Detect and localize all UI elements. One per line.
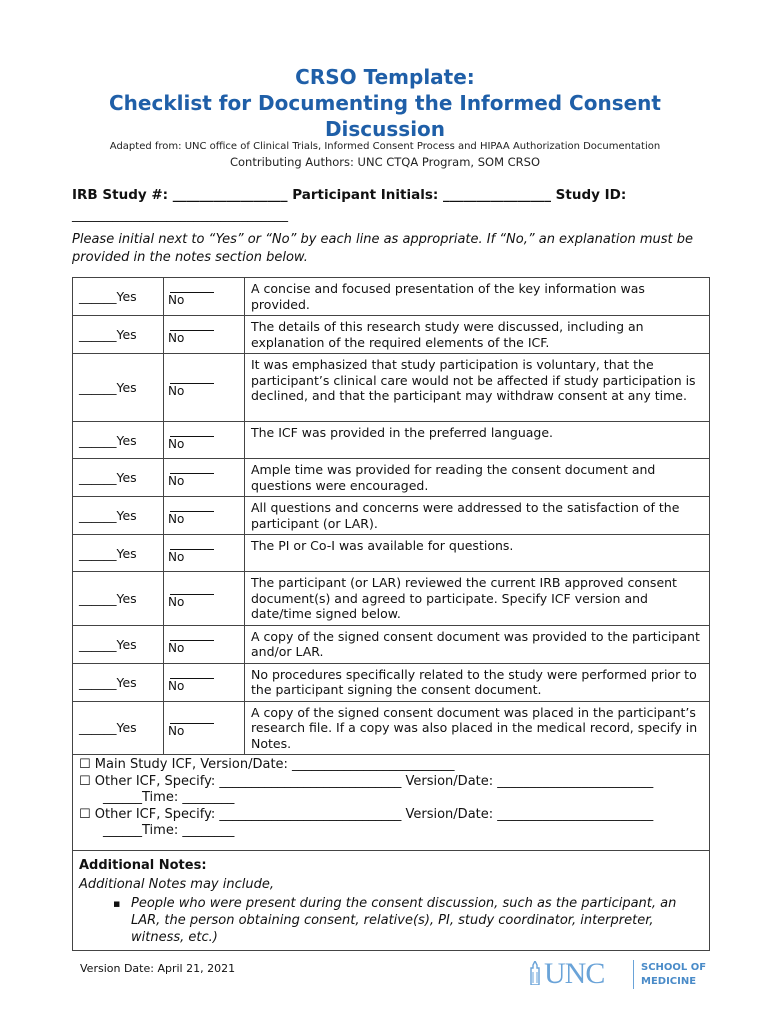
no-blank-line xyxy=(170,467,214,474)
yes-initial-field[interactable] xyxy=(73,459,164,497)
no-initial-field[interactable] xyxy=(164,625,245,663)
other-icf-label-1: Other ICF, Specify: ____________________________ Version/Date: ________________________ xyxy=(94,773,654,789)
checklist-item-text: The ICF was provided in the preferred language. xyxy=(245,422,710,459)
yes-label: ______Yes xyxy=(79,470,137,485)
no-label: No xyxy=(168,293,185,307)
main-icf-line[interactable] xyxy=(79,757,703,774)
no-initial-field[interactable] xyxy=(164,663,245,701)
no-blank-line xyxy=(170,377,214,384)
yes-label: ______Yes xyxy=(79,720,137,736)
no-initial-field[interactable] xyxy=(164,316,245,354)
no-label: No xyxy=(168,678,185,693)
table-row xyxy=(73,422,710,459)
yes-label: ______Yes xyxy=(79,636,137,652)
no-label: No xyxy=(168,436,185,451)
irb-line-1[interactable]: IRB Study #: _________________ Participant Initials: ________________ Study ID: xyxy=(72,187,627,203)
checklist-item-text: The participant (or LAR) reviewed the current IRB approved consent document(s) and agreed to participate. Specify ICF version and date/time signed below. xyxy=(245,572,710,626)
no-blank-line xyxy=(170,430,214,437)
contributing-authors: Contributing Authors: UNC CTQA Program, SOM CRSO xyxy=(229,155,541,169)
logo-text: UNC xyxy=(544,957,605,990)
table-row xyxy=(73,663,710,701)
no-blank-line xyxy=(170,588,214,595)
table-row xyxy=(73,535,710,572)
no-label: No xyxy=(168,594,185,609)
other-icf-label-2: Other ICF, Specify: ____________________________ Version/Date: ________________________ xyxy=(94,806,654,822)
logo-school xyxy=(641,961,706,989)
checklist-item-text: The PI or Co-I was available for questions. xyxy=(245,535,710,572)
notes-heading: Additional Notes: xyxy=(79,857,207,873)
yes-label: ______Yes xyxy=(79,508,137,523)
yes-initial-field[interactable] xyxy=(73,354,164,422)
irb-line-2[interactable]: ________________________________ xyxy=(72,207,288,223)
title-line-1: CRSO Template: xyxy=(295,65,475,89)
no-initial-field[interactable] xyxy=(164,572,245,626)
table-row xyxy=(73,497,710,535)
no-initial-field[interactable] xyxy=(164,278,245,316)
no-initial-field[interactable] xyxy=(164,701,245,755)
other-icf-line-2[interactable] xyxy=(79,807,703,824)
yes-label: ______Yes xyxy=(79,432,137,448)
time-line-2[interactable]: ______Time: ________ xyxy=(103,823,235,838)
yes-label: ______Yes xyxy=(79,590,137,606)
checklist-item-text: Ample time was provided for reading the consent document and questions were encouraged. xyxy=(245,459,710,497)
table-row xyxy=(73,459,710,497)
title-line-2: Checklist for Documenting the Informed Consent xyxy=(109,91,661,115)
yes-initial-field[interactable] xyxy=(73,663,164,701)
checklist-item-text: All questions and concerns were addressed to the satisfaction of the participant (or LAR). xyxy=(245,497,710,535)
instructions: Please initial next to “Yes” or “No” by each line as appropriate. If “No,” an explanation must be provided in the notes section below. xyxy=(72,232,693,265)
yes-label: ______Yes xyxy=(79,380,137,395)
title-line-3: Discussion xyxy=(324,117,446,141)
no-label: No xyxy=(168,549,185,564)
no-initial-field[interactable] xyxy=(164,354,245,422)
no-initial-field[interactable] xyxy=(164,497,245,535)
yes-initial-field[interactable] xyxy=(73,497,164,535)
main-icf-label: Main Study ICF, Version/Date: _________________________ xyxy=(94,757,455,772)
no-initial-field[interactable] xyxy=(164,422,245,459)
checklist-item-text: The details of this research study were discussed, including an explanation of the required elements of the ICF. xyxy=(245,316,710,354)
table-row xyxy=(73,572,710,626)
yes-initial-field[interactable] xyxy=(73,422,164,459)
checkbox-icon[interactable]: ☐ xyxy=(79,773,91,789)
notes-intro: Additional Notes may include, xyxy=(79,876,274,892)
logo-divider xyxy=(633,960,634,989)
checklist-item-text: No procedures specifically related to the study were performed prior to the participant signing the consent document. xyxy=(245,663,710,701)
no-label: No xyxy=(168,331,185,345)
page-title xyxy=(0,64,770,142)
checklist-table xyxy=(72,277,710,951)
table-row xyxy=(73,354,710,422)
irb-study-fields[interactable] xyxy=(72,185,692,225)
yes-initial-field[interactable] xyxy=(73,701,164,755)
yes-label: ______Yes xyxy=(79,327,137,342)
checkbox-icon[interactable]: ☐ xyxy=(79,806,91,822)
no-label: No xyxy=(168,512,185,526)
bell-tower-icon xyxy=(527,961,543,985)
table-row xyxy=(73,701,710,755)
no-blank-line xyxy=(170,543,214,550)
table-row xyxy=(73,625,710,663)
checkbox-icon[interactable]: ☐ xyxy=(79,757,91,772)
yes-label: ______Yes xyxy=(79,289,137,304)
yes-label: ______Yes xyxy=(79,545,137,561)
no-blank-line xyxy=(170,505,214,512)
other-icf-line-1[interactable] xyxy=(79,774,703,791)
yes-initial-field[interactable] xyxy=(73,278,164,316)
no-label: No xyxy=(168,474,185,488)
checklist-item-text: A copy of the signed consent document was placed in the participant’s research file. If a copy was also placed in the medical record, specify in Notes. xyxy=(245,701,710,755)
yes-initial-field[interactable] xyxy=(73,535,164,572)
no-initial-field[interactable] xyxy=(164,459,245,497)
logo-medicine-line: MEDICINE xyxy=(641,976,697,987)
no-blank-line xyxy=(170,286,214,293)
adapted-from: Adapted from: UNC office of Clinical Trials, Informed Consent Process and HIPAA Authorization Documentation xyxy=(109,141,661,152)
checklist-item-text: A concise and focused presentation of the key information was provided. xyxy=(245,278,710,316)
yes-label: ______Yes xyxy=(79,674,137,690)
no-initial-field[interactable] xyxy=(164,535,245,572)
no-blank-line xyxy=(170,324,214,331)
checklist-item-text: It was emphasized that study participation is voluntary, that the participant’s clinical care would not be affected if study participation is declined, and that the participant may withdraw consent at any time. xyxy=(245,354,710,422)
no-label: No xyxy=(168,640,185,655)
yes-initial-field[interactable] xyxy=(73,316,164,354)
list-item: ▪ People who were present during the consent discussion, such as the participant, an LAR, the person obtaining consent, relative(s), PI, study coordinator, interpreter, witness, etc.) xyxy=(131,895,703,946)
notes-section xyxy=(73,850,710,950)
checklist-item-text: A copy of the signed consent document was provided to the participant and/or LAR. xyxy=(245,625,710,663)
no-label: No xyxy=(168,724,185,739)
table-row xyxy=(73,316,710,354)
icf-section xyxy=(73,755,710,851)
version-date: Version Date: April 21, 2021 xyxy=(80,962,236,975)
yes-initial-field[interactable] xyxy=(73,572,164,626)
time-line-1[interactable]: ______Time: ________ xyxy=(103,790,235,805)
no-blank-line xyxy=(170,634,214,641)
logo-school-line: SCHOOL OF xyxy=(641,962,707,973)
notes-list xyxy=(79,895,703,946)
no-label: No xyxy=(168,384,185,398)
unc-logo xyxy=(527,957,707,991)
table-row xyxy=(73,278,710,316)
no-blank-line xyxy=(170,717,214,724)
no-blank-line xyxy=(170,672,214,679)
yes-initial-field[interactable] xyxy=(73,625,164,663)
